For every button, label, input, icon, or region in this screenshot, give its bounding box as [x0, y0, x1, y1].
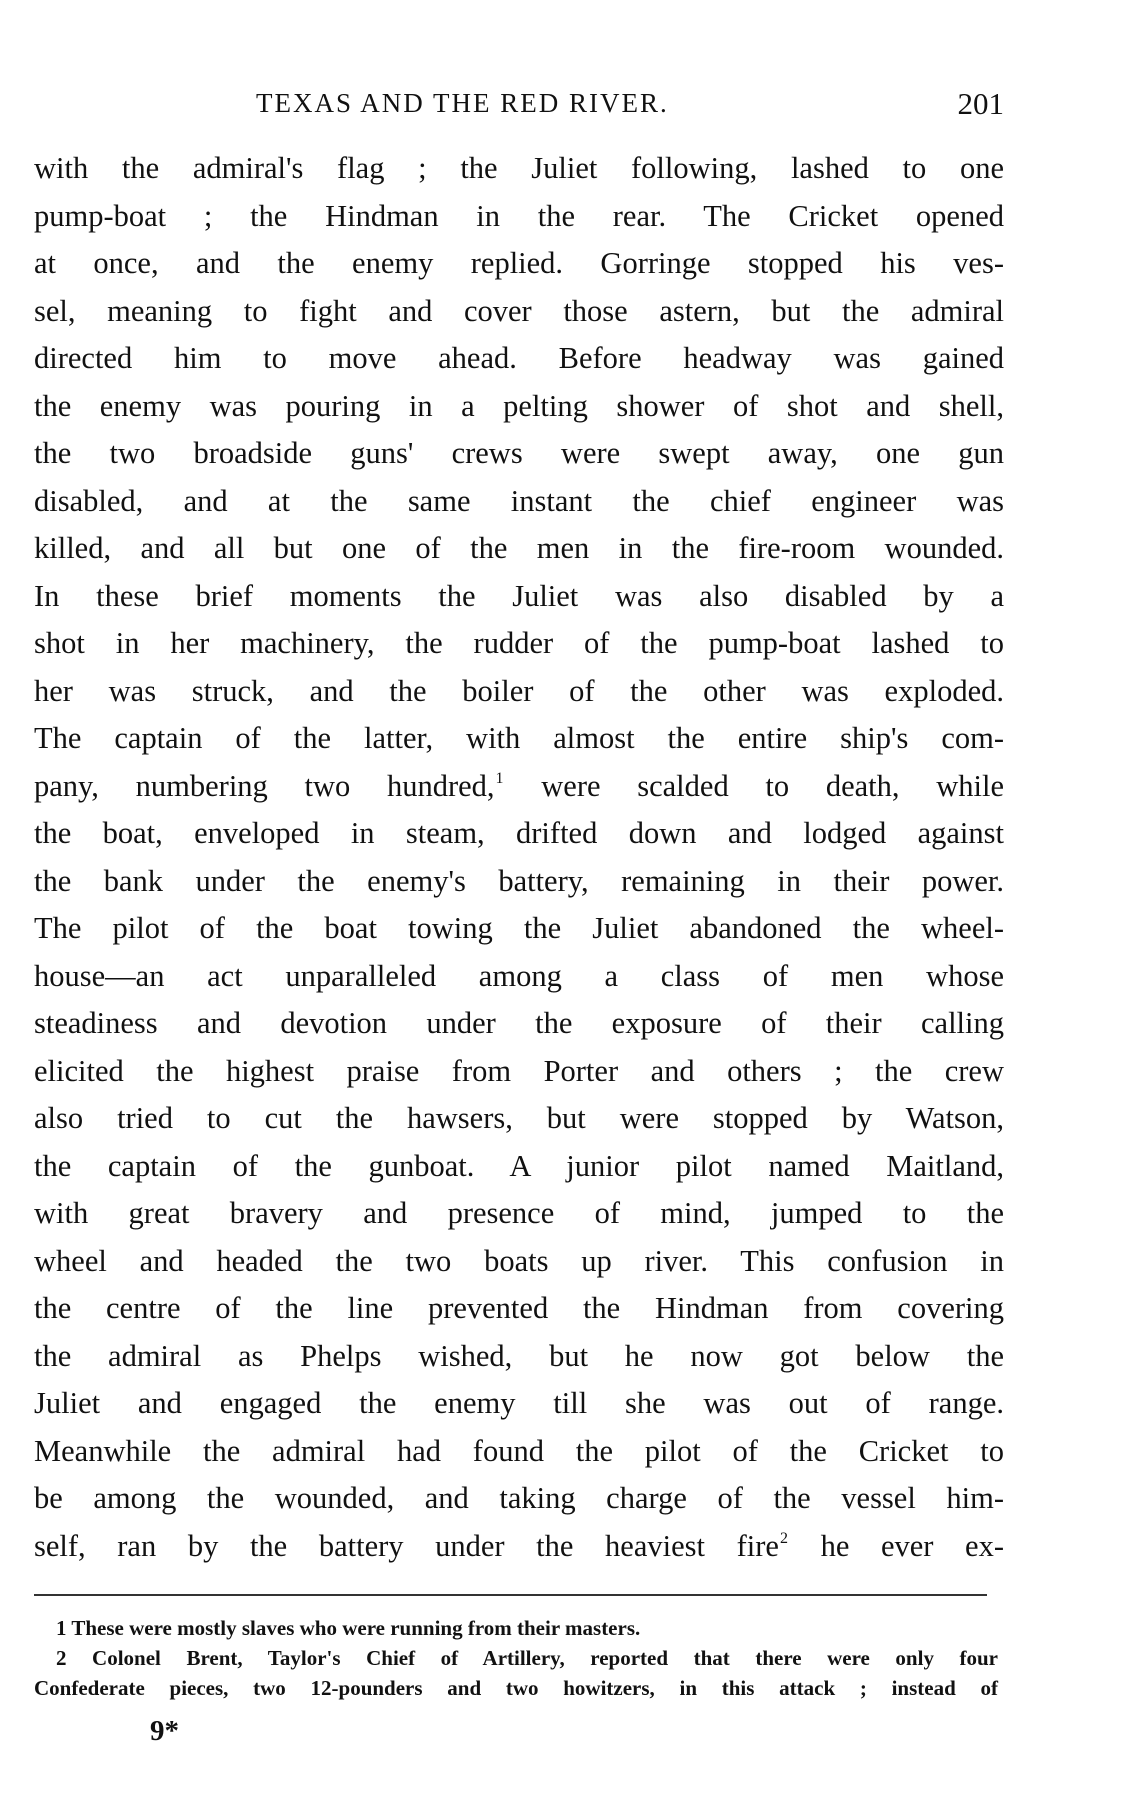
body-line: the two broadside guns' crews were swept away, one gun	[34, 436, 1004, 470]
body-text	[34, 145, 1004, 1570]
body-line: with great bravery and presence of mind, jumped to the	[34, 1196, 1004, 1230]
body-line-with-footnote	[34, 1523, 1004, 1571]
signature-mark: 9*	[150, 1715, 179, 1747]
body-line: wheel and headed the two boats up river. This confusion in	[34, 1243, 1004, 1278]
body-line: the boat, enveloped in steam, drifted down and lodged against	[34, 816, 1004, 850]
body-line: the admiral as Phelps wished, but he now got below the	[34, 1338, 1004, 1373]
body-line: with the admiral's flag ; the Juliet following, lashed to one	[34, 151, 1004, 185]
footnote-marker-1: 1	[495, 769, 504, 787]
running-head	[34, 86, 1004, 126]
body-line: steadiness and devotion under the exposure of their calling	[34, 1006, 1004, 1040]
body-line: elicited the highest praise from Porter and others ; the crew	[34, 1053, 1004, 1088]
body-line: also tried to cut the hawsers, but were stopped by Watson,	[34, 1101, 1004, 1135]
body-line-fragment: were scalded to death, while	[541, 768, 1004, 803]
body-line: directed him to move ahead. Before headway was gained	[34, 341, 1004, 375]
body-line: Meanwhile the admiral had found the pilot of the Cricket to	[34, 1433, 1004, 1468]
body-line: at once, and the enemy replied. Gorringe stopped his ves-	[34, 246, 1004, 280]
body-line: The captain of the latter, with almost the entire ship's com-	[34, 721, 1004, 755]
body-line: In these brief moments the Juliet was also disabled by a	[34, 578, 1004, 613]
footnote-line: 1 These were mostly slaves who were running from their masters.	[56, 1616, 641, 1640]
body-line: shot in her machinery, the rudder of the pump-boat lashed to	[34, 626, 1004, 660]
body-line: pump-boat ; the Hindman in the rear. The Cricket opened	[34, 198, 1004, 233]
body-line: house—an act unparalleled among a class of men whose	[34, 958, 1004, 993]
page-number: 201	[957, 86, 1004, 121]
body-line-fragment: pany, numbering two hundred,	[34, 768, 495, 803]
body-line-fragment: self, ran by the battery under the heaviest fire	[34, 1528, 779, 1563]
body-line: sel, meaning to fight and cover those astern, but the admiral	[34, 293, 1004, 328]
footnotes	[34, 1613, 998, 1703]
body-line: be among the wounded, and taking charge of the vessel him-	[34, 1481, 1004, 1515]
body-line: the enemy was pouring in a pelting shower of shot and shell,	[34, 388, 1004, 423]
body-line: The pilot of the boat towing the Juliet abandoned the wheel-	[34, 911, 1004, 945]
body-line: the captain of the gunboat. A junior pilot named Maitland,	[34, 1148, 1004, 1183]
body-line: the bank under the enemy's battery, remaining in their power.	[34, 863, 1004, 898]
body-line: killed, and all but one of the men in the fire-room wounded.	[34, 531, 1004, 565]
body-line: the centre of the line prevented the Hindman from covering	[34, 1291, 1004, 1325]
footnote-line: 2 Colonel Brent, Taylor's Chief of Artillery, reported that there were only four	[56, 1646, 998, 1670]
body-line-fragment: he ever ex-	[820, 1528, 1005, 1563]
body-line: disabled, and at the same instant the chief engineer was	[34, 483, 1004, 518]
footnote-marker-2: 2	[779, 1529, 788, 1547]
body-line: Juliet and engaged the enemy till she was out of range.	[34, 1386, 1004, 1420]
body-line-with-footnote	[34, 763, 1004, 811]
body-line: her was struck, and the boiler of the other was exploded.	[34, 673, 1004, 708]
footnote-rule	[34, 1594, 987, 1596]
running-title: TEXAS AND THE RED RIVER.	[256, 88, 669, 118]
footnote-line: Confederate pieces, two 12-pounders and two howitzers, in this attack ; instead of	[34, 1676, 998, 1700]
